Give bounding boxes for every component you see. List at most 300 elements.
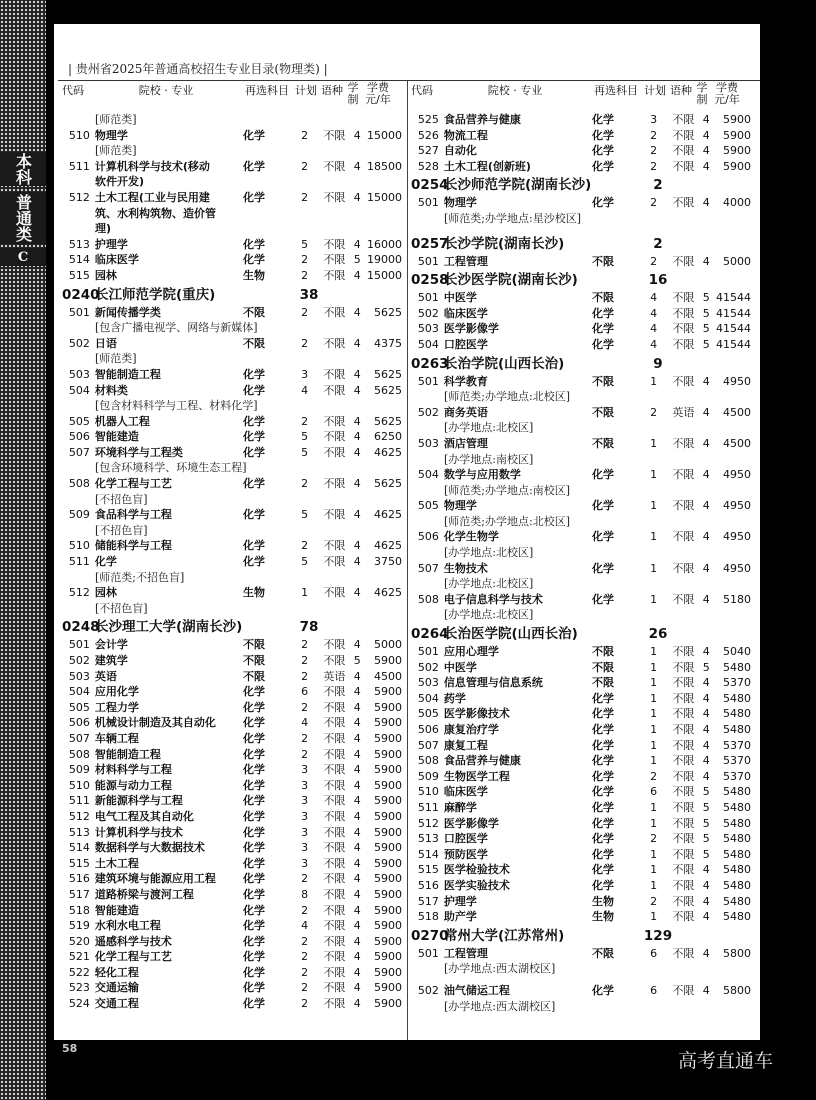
major-subject: 化学 xyxy=(591,113,614,126)
major-subject: 不限 xyxy=(242,305,265,319)
major-name: 药学 xyxy=(443,691,466,705)
major-duration: 4 xyxy=(353,159,361,173)
major-code: 526 xyxy=(417,128,439,142)
major-plan: 2 xyxy=(650,159,658,173)
major-language: 不限 xyxy=(672,754,695,768)
major-name: 医学检验技术 xyxy=(443,863,510,877)
major-duration: 4 xyxy=(702,196,710,210)
major-code: 519 xyxy=(68,919,90,933)
major-plan: 1 xyxy=(650,592,658,606)
major-subject: 化学 xyxy=(591,816,614,830)
major-code: 514 xyxy=(68,841,90,855)
major-duration: 4 xyxy=(353,128,361,142)
major-plan: 6 xyxy=(650,983,658,997)
major-name: 园林 xyxy=(94,586,117,600)
left-list xyxy=(62,112,402,1012)
school-heading xyxy=(411,355,751,374)
major-subject: 化学 xyxy=(242,903,265,917)
major-name: 数学与应用数学 xyxy=(443,468,521,482)
major-subject: 化学 xyxy=(242,700,265,714)
major-code: 507 xyxy=(68,731,90,745)
major-language: 不限 xyxy=(672,144,695,158)
major-subject: 化学 xyxy=(242,367,265,381)
major-name: 信息管理与信息系统 xyxy=(443,676,543,690)
major-plan: 4 xyxy=(650,322,658,336)
major-plan: 4 xyxy=(650,306,658,320)
major-name: 新能源科学与工程 xyxy=(94,794,183,808)
major-language: 不限 xyxy=(323,950,346,964)
major-code: 501 xyxy=(68,638,90,652)
major-subject: 化学 xyxy=(591,468,614,482)
major-name: 计算机科学与技术 xyxy=(94,825,183,839)
major-fee: 5900 xyxy=(374,903,402,917)
major-code: 510 xyxy=(68,128,90,142)
major-duration: 4 xyxy=(702,254,710,268)
major-name: 道路桥梁与渡河工程 xyxy=(94,887,194,901)
major-subject: 化学 xyxy=(242,731,265,745)
major-duration: 4 xyxy=(702,113,710,126)
table-row xyxy=(62,793,402,809)
major-subject: 生物 xyxy=(242,586,265,600)
major-duration: 4 xyxy=(353,778,361,792)
major-subject: 化学 xyxy=(242,841,265,855)
table-row xyxy=(62,700,402,716)
major-language: 不限 xyxy=(672,983,695,997)
major-fee: 15000 xyxy=(367,128,402,142)
major-subject: 化学 xyxy=(242,159,265,173)
major-code: 512 xyxy=(68,586,90,600)
school-code: 0240 xyxy=(62,286,100,303)
major-code: 512 xyxy=(417,816,439,830)
major-code: 514 xyxy=(68,253,90,267)
major-plan: 2 xyxy=(650,894,658,908)
major-note: [师范类] xyxy=(95,113,137,126)
major-subject: 化学 xyxy=(242,414,265,428)
table-row xyxy=(62,825,402,841)
major-language: 不限 xyxy=(672,847,695,861)
major-subject: 不限 xyxy=(591,254,614,268)
table-row xyxy=(411,644,751,660)
school-name: 长沙学院(湖南长沙) xyxy=(444,235,565,252)
major-plan: 2 xyxy=(301,747,309,761)
major-name: 生物技术 xyxy=(443,561,488,575)
major-fee: 5900 xyxy=(374,841,402,855)
table-row xyxy=(411,660,751,676)
major-code: 527 xyxy=(417,144,439,158)
major-fee: 15000 xyxy=(367,190,402,204)
table-row xyxy=(62,669,402,685)
table-row xyxy=(62,554,402,570)
major-name: 智能制造工程 xyxy=(94,747,161,761)
major-plan: 2 xyxy=(301,159,309,173)
major-duration: 4 xyxy=(353,414,361,428)
major-subject: 化学 xyxy=(242,887,265,901)
major-language: 不限 xyxy=(672,561,695,575)
table-row xyxy=(411,983,751,999)
major-note: [包含环境科学、环境生态工程] xyxy=(95,461,247,475)
major-subject: 化学 xyxy=(591,159,614,173)
major-note: [师范类] xyxy=(95,352,137,366)
major-subject: 化学 xyxy=(591,561,614,575)
major-fee: 4625 xyxy=(374,508,402,522)
major-subject: 化学 xyxy=(591,128,614,142)
major-plan: 1 xyxy=(650,499,658,513)
major-duration: 4 xyxy=(353,430,361,444)
major-plan: 2 xyxy=(301,981,309,995)
major-plan: 5 xyxy=(301,430,309,444)
major-plan: 2 xyxy=(301,638,309,652)
school-name: 长治医学院(山西长治) xyxy=(444,626,578,643)
major-fee: 5480 xyxy=(723,800,751,814)
major-code: 505 xyxy=(68,700,90,714)
major-fee: 5370 xyxy=(723,738,751,752)
major-subject: 不限 xyxy=(591,374,614,388)
major-name: 口腔医学 xyxy=(443,832,488,846)
major-name: 康复工程 xyxy=(443,738,488,752)
major-subject: 化学 xyxy=(242,445,265,459)
major-fee: 5900 xyxy=(374,716,402,730)
major-fee: 4950 xyxy=(723,468,751,482)
table-row xyxy=(411,405,751,421)
major-plan: 2 xyxy=(301,700,309,714)
major-duration: 5 xyxy=(702,816,710,830)
major-fee: 5900 xyxy=(374,763,402,777)
major-name: 应用化学 xyxy=(94,685,139,699)
major-duration: 4 xyxy=(702,128,710,142)
major-name: 储能科学与工程 xyxy=(94,539,172,553)
major-name: 计算机科学与技术(移动 xyxy=(94,159,210,173)
major-language: 不限 xyxy=(672,306,695,320)
major-name: 英语 xyxy=(94,669,117,683)
major-language: 不限 xyxy=(672,691,695,705)
table-row xyxy=(411,498,751,514)
major-plan: 6 xyxy=(650,785,658,799)
major-code: 508 xyxy=(68,477,90,491)
left-column-header xyxy=(62,82,402,112)
major-subject: 不限 xyxy=(591,946,614,960)
major-duration: 4 xyxy=(353,809,361,823)
major-name: 工程力学 xyxy=(94,700,139,714)
major-language: 不限 xyxy=(323,747,346,761)
major-subject: 化学 xyxy=(591,592,614,606)
major-plan: 2 xyxy=(650,196,658,210)
major-duration: 4 xyxy=(353,336,361,350)
table-row xyxy=(411,592,751,608)
table-row xyxy=(411,529,751,545)
major-duration: 5 xyxy=(702,660,710,674)
major-duration: 4 xyxy=(702,499,710,513)
major-plan: 4 xyxy=(650,337,658,351)
major-plan: 1 xyxy=(650,707,658,721)
table-row xyxy=(62,918,402,934)
school-code: 0257 xyxy=(411,235,449,252)
major-subject: 化学 xyxy=(242,477,265,491)
major-language: 不限 xyxy=(323,778,346,792)
major-subject: 不限 xyxy=(242,336,265,350)
major-fee: 5900 xyxy=(374,654,402,667)
major-duration: 4 xyxy=(353,508,361,522)
major-duration: 4 xyxy=(353,997,361,1011)
major-subject: 化学 xyxy=(591,337,614,351)
major-fee: 18500 xyxy=(367,159,402,173)
major-duration: 5 xyxy=(702,291,710,305)
major-fee: 5040 xyxy=(723,645,751,659)
major-subject: 化学 xyxy=(242,685,265,699)
major-code: 504 xyxy=(417,337,439,351)
major-name: 日语 xyxy=(94,336,117,350)
major-plan: 2 xyxy=(301,305,309,319)
school-heading xyxy=(411,235,751,254)
table-row xyxy=(411,321,751,337)
school-total: 26 xyxy=(648,626,668,643)
major-name: 电气工程及其自动化 xyxy=(94,809,194,823)
table-row xyxy=(411,306,751,322)
major-language: 不限 xyxy=(323,825,346,839)
major-name: 物理学 xyxy=(443,499,477,513)
major-fee: 5480 xyxy=(723,894,751,908)
major-plan: 1 xyxy=(650,660,658,674)
major-name: 智能建造 xyxy=(94,430,139,444)
major-name: 建筑环境与能源应用工程 xyxy=(94,872,216,886)
major-name: 中医学 xyxy=(443,660,477,674)
major-plan: 2 xyxy=(301,669,309,683)
major-name: 电子信息科学与技术 xyxy=(443,592,543,606)
major-fee: 5180 xyxy=(723,592,751,606)
major-name: 临床医学 xyxy=(94,253,139,267)
major-code: 513 xyxy=(417,832,439,846)
major-fee: 5480 xyxy=(723,832,751,846)
major-subject: 化学 xyxy=(591,738,614,752)
table-row xyxy=(411,878,751,894)
major-code: 503 xyxy=(417,322,439,336)
major-name: 食品营养与健康 xyxy=(443,113,521,126)
major-language: 不限 xyxy=(672,196,695,210)
table-row xyxy=(62,965,402,981)
major-duration: 4 xyxy=(702,436,710,450)
major-code: 514 xyxy=(417,847,439,861)
major-fee: 4375 xyxy=(374,336,402,350)
major-code: 516 xyxy=(417,878,439,892)
major-duration: 4 xyxy=(702,863,710,877)
major-language: 不限 xyxy=(672,113,695,126)
major-subject: 不限 xyxy=(242,669,265,683)
table-row xyxy=(62,653,402,669)
major-plan: 3 xyxy=(301,794,309,808)
major-plan: 4 xyxy=(301,383,309,397)
major-code: 508 xyxy=(417,754,439,768)
major-note: [师范类;不招色盲] xyxy=(95,570,185,584)
major-language: 不限 xyxy=(672,374,695,388)
major-name-continued: 软件开发) xyxy=(95,175,145,189)
major-name: 应用心理学 xyxy=(443,645,499,659)
major-subject: 化学 xyxy=(242,794,265,808)
major-code: 507 xyxy=(417,561,439,575)
major-plan: 4 xyxy=(301,716,309,730)
major-duration: 4 xyxy=(353,794,361,808)
major-name: 商务英语 xyxy=(443,405,488,419)
major-duration: 4 xyxy=(353,965,361,979)
major-name: 轻化工程 xyxy=(94,965,139,979)
major-code: 502 xyxy=(68,336,90,350)
major-language: 不限 xyxy=(323,700,346,714)
major-duration: 4 xyxy=(702,144,710,158)
major-language: 不限 xyxy=(672,910,695,924)
major-note: [师范类;办学地点:北校区] xyxy=(444,390,570,404)
table-row xyxy=(62,383,402,399)
table-row xyxy=(62,336,402,352)
major-code: 507 xyxy=(68,445,90,459)
table-row xyxy=(411,769,751,785)
major-subject: 不限 xyxy=(242,654,265,667)
major-name: 护理学 xyxy=(443,894,477,908)
school-heading xyxy=(411,927,751,946)
major-duration: 4 xyxy=(353,919,361,933)
major-fee: 5900 xyxy=(374,887,402,901)
major-subject: 生物 xyxy=(242,268,265,282)
major-duration: 4 xyxy=(702,738,710,752)
major-code: 509 xyxy=(68,763,90,777)
major-name: 物理学 xyxy=(443,196,477,210)
major-language: 不限 xyxy=(323,414,346,428)
major-note: [办学地点:西太湖校区] xyxy=(444,999,556,1013)
major-subject: 化学 xyxy=(591,754,614,768)
major-subject: 化学 xyxy=(242,778,265,792)
major-name: 交通工程 xyxy=(94,997,139,1011)
major-fee: 41544 xyxy=(716,337,751,351)
col-code-header: 代码 xyxy=(62,84,84,97)
major-fee: 5900 xyxy=(374,950,402,964)
major-duration: 4 xyxy=(353,841,361,855)
major-code: 512 xyxy=(68,809,90,823)
major-duration: 4 xyxy=(353,700,361,714)
major-fee: 16000 xyxy=(367,237,402,251)
major-duration: 4 xyxy=(702,561,710,575)
col-name-header: 院校 · 专业 xyxy=(138,84,194,97)
major-code: 502 xyxy=(417,405,439,419)
school-total: 2 xyxy=(653,235,663,252)
major-language: 不限 xyxy=(323,685,346,699)
major-plan: 2 xyxy=(650,769,658,783)
major-name: 机器人工程 xyxy=(94,414,150,428)
major-subject: 不限 xyxy=(591,436,614,450)
major-plan: 2 xyxy=(301,903,309,917)
major-fee: 4950 xyxy=(723,499,751,513)
major-plan: 5 xyxy=(301,237,309,251)
major-duration: 4 xyxy=(702,468,710,482)
major-language: 不限 xyxy=(323,997,346,1011)
major-code: 511 xyxy=(68,555,90,569)
major-plan: 2 xyxy=(301,997,309,1011)
major-language: 不限 xyxy=(323,965,346,979)
major-fee: 5480 xyxy=(723,707,751,721)
school-code: 0270 xyxy=(411,927,449,944)
major-note: [办学地点:北校区] xyxy=(444,421,534,435)
major-duration: 4 xyxy=(702,676,710,690)
major-duration: 4 xyxy=(353,669,361,683)
major-duration: 4 xyxy=(702,723,710,736)
major-code: 502 xyxy=(417,660,439,674)
major-code: 523 xyxy=(68,981,90,995)
major-plan: 2 xyxy=(650,128,658,142)
col-subject-header: 再选科目 xyxy=(245,84,289,97)
major-code: 506 xyxy=(417,530,439,544)
table-row xyxy=(62,856,402,872)
major-code: 503 xyxy=(417,676,439,690)
major-language: 不限 xyxy=(323,190,346,204)
major-code: 515 xyxy=(417,863,439,877)
major-plan: 3 xyxy=(301,809,309,823)
catalog-page xyxy=(54,24,760,1040)
major-language: 不限 xyxy=(323,841,346,855)
major-name-continued: 筑、水利构筑物、造价管 xyxy=(95,206,216,220)
major-name: 科学教育 xyxy=(443,374,488,388)
table-row xyxy=(62,747,402,763)
table-row xyxy=(411,894,751,910)
major-code: 501 xyxy=(417,374,439,388)
major-note: [师范类;办学地点:北校区] xyxy=(444,514,570,528)
major-language: 不限 xyxy=(672,592,695,606)
major-name: 物流工程 xyxy=(443,128,488,142)
major-plan: 2 xyxy=(650,405,658,419)
major-plan: 1 xyxy=(650,691,658,705)
major-fee: 4500 xyxy=(723,436,751,450)
major-plan: 2 xyxy=(301,731,309,745)
major-duration: 4 xyxy=(702,530,710,544)
major-subject: 化学 xyxy=(591,691,614,705)
major-language: 不限 xyxy=(672,946,695,960)
major-name: 中医学 xyxy=(443,291,477,305)
major-language: 英语 xyxy=(323,669,346,683)
major-fee: 5900 xyxy=(374,700,402,714)
major-duration: 4 xyxy=(353,268,361,282)
major-duration: 4 xyxy=(702,691,710,705)
major-subject: 化学 xyxy=(591,144,614,158)
major-subject: 不限 xyxy=(591,405,614,419)
major-fee: 6250 xyxy=(374,430,402,444)
major-code: 501 xyxy=(417,254,439,268)
major-name: 水利水电工程 xyxy=(94,919,161,933)
major-note: [不招色盲] xyxy=(95,601,148,615)
major-language: 不限 xyxy=(323,716,346,730)
major-name: 环境科学与工程类 xyxy=(94,445,183,459)
left-column xyxy=(62,82,402,1012)
major-language: 不限 xyxy=(672,878,695,892)
major-code: 503 xyxy=(68,367,90,381)
major-fee: 5900 xyxy=(374,747,402,761)
major-duration: 5 xyxy=(702,337,710,351)
major-plan: 5 xyxy=(301,445,309,459)
side-tab-undergraduate: 本科 xyxy=(0,152,46,186)
table-row xyxy=(411,374,751,390)
table-row xyxy=(411,722,751,738)
table-row xyxy=(62,476,402,492)
major-note: [不招色盲] xyxy=(95,492,148,506)
major-code: 511 xyxy=(68,159,90,173)
major-language: 不限 xyxy=(672,723,695,736)
col-fee-header: 学费元/年 xyxy=(365,81,391,106)
major-fee: 5900 xyxy=(374,919,402,933)
major-fee: 4625 xyxy=(374,445,402,459)
major-duration: 4 xyxy=(353,934,361,948)
table-row xyxy=(411,738,751,754)
table-row xyxy=(62,305,402,321)
major-name: 物理学 xyxy=(94,128,128,142)
table-row xyxy=(411,467,751,483)
col-fee-header: 学费元/年 xyxy=(714,81,740,106)
major-plan: 4 xyxy=(650,291,658,305)
major-name: 能源与动力工程 xyxy=(94,778,172,792)
major-language: 不限 xyxy=(323,934,346,948)
